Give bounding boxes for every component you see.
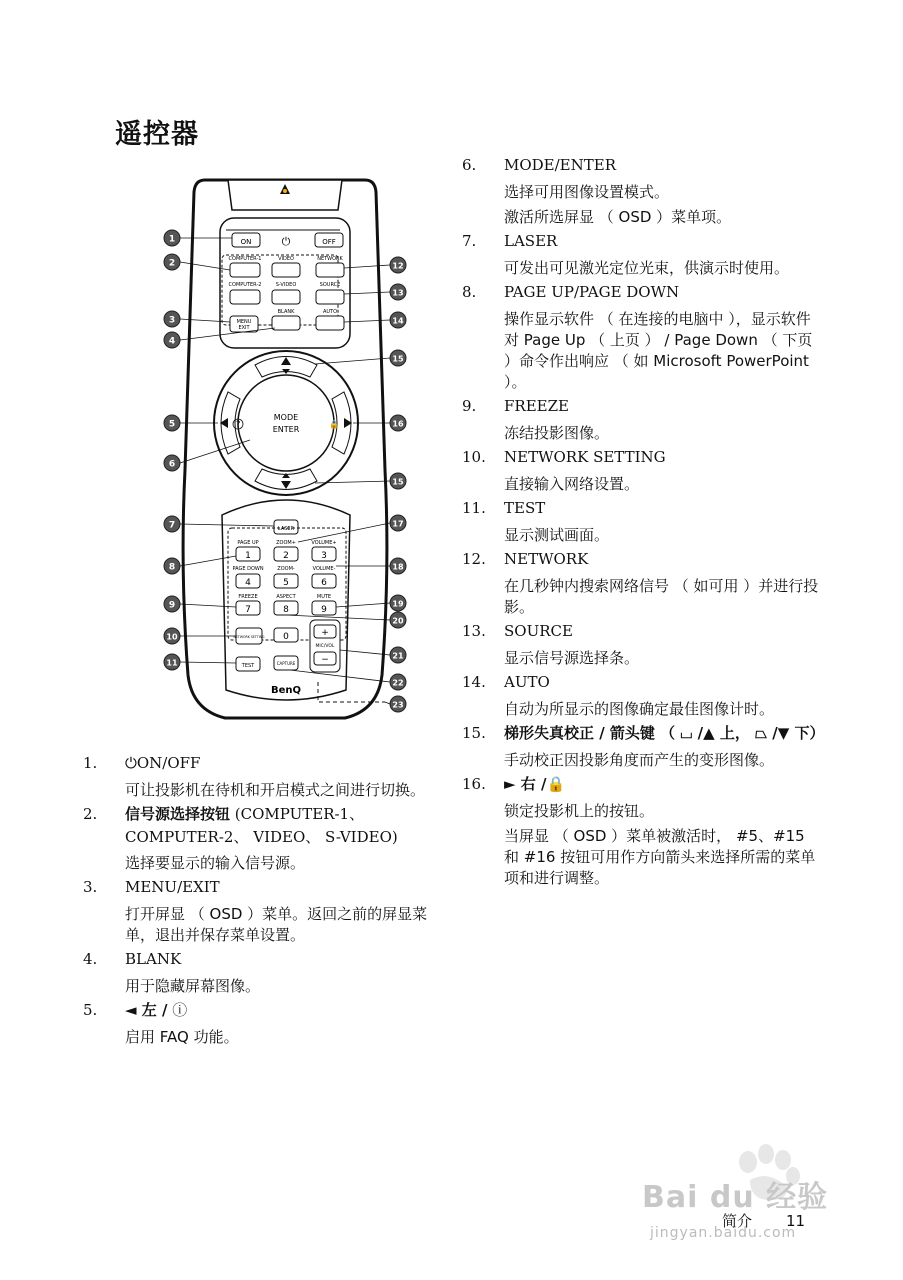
right-column: [462, 154, 825, 891]
btn-off-label: OFF: [322, 238, 336, 246]
list-item: [462, 281, 822, 393]
list-item: [462, 620, 822, 669]
btn-volplus-label: VOLUME+: [311, 540, 337, 546]
callout-18: 18: [392, 562, 404, 572]
list-item: [462, 154, 822, 228]
key-plus: +: [321, 628, 329, 638]
btn-on-label: ON: [240, 238, 252, 246]
item-description: 启用 FAQ 功能。: [125, 1028, 239, 1046]
callout-23: 23: [392, 700, 404, 710]
btn-mute-label: MUTE: [316, 594, 332, 600]
remote-control-illustration: [150, 170, 420, 730]
key-9: 9: [321, 605, 327, 615]
item-number: 6.: [462, 156, 477, 174]
help-icon: ⓘ: [167, 1001, 188, 1019]
btn-zoomminus-label: ZOOM-: [277, 566, 295, 572]
item-description: 手动校正因投影角度而产生的变形图像。: [504, 751, 775, 769]
callout-20: 20: [392, 616, 404, 626]
item-number: 3.: [83, 878, 98, 896]
item-number: 8.: [462, 283, 477, 301]
key-1: 1: [245, 551, 251, 561]
btn-svideo-label: S-VIDEO: [275, 282, 297, 288]
callout-16: 16: [392, 419, 404, 429]
callout-5: 5: [168, 419, 176, 430]
item-description: 直接输入网络设置。: [504, 475, 640, 493]
callout-12: 12: [392, 261, 404, 271]
btn-test-label: TEST: [241, 663, 255, 669]
callout-17: 17: [392, 519, 404, 529]
list-item: [462, 497, 822, 546]
item-description: 显示测试画面。: [504, 526, 610, 544]
btn-zoomplus-label: ZOOM+: [276, 540, 296, 546]
item-heading-text: TEST: [504, 499, 546, 517]
item-heading-text: FREEZE: [504, 397, 569, 415]
btn-freeze-label: FREEZE: [238, 594, 258, 600]
item-description: 当屏显 （ OSD ）菜单被激活时， #5、#15 和 #16 按钮可用作方向箭头来选择所需的菜单项和进行调整。: [504, 827, 816, 887]
btn-volminus-label: VOLUME-: [312, 566, 336, 572]
page-footer: [722, 1210, 805, 1231]
btn-auto-label: AUTO: [322, 309, 338, 315]
item-heading: [504, 281, 822, 305]
list-item: [462, 548, 822, 618]
item-heading-text: SOURCE: [504, 622, 573, 640]
item-heading-bold: ◄ 左 /: [125, 1001, 168, 1019]
item-number: 7.: [462, 232, 477, 250]
item-heading-text: PAGE UP/PAGE DOWN: [504, 283, 680, 301]
item-heading: [125, 803, 453, 849]
item-number: 11.: [462, 499, 486, 517]
item-number: 5.: [83, 1001, 98, 1019]
item-heading: [504, 154, 822, 178]
brand-logo: BenQ: [270, 685, 302, 696]
item-heading: [504, 230, 822, 254]
item-number: 15.: [462, 724, 486, 742]
page-number: 11: [786, 1212, 806, 1230]
item-heading-text: ON/OFF: [136, 754, 201, 772]
btn-netsetting-label: NETWORK SETTING: [233, 635, 265, 639]
item-description: 激活所选屏显 （ OSD ）菜单项。: [504, 208, 732, 226]
item-description: 用于隐藏屏幕图像。: [125, 977, 261, 995]
item-heading-text: LASER: [504, 232, 558, 250]
item-description: 自动为所显示的图像确定最佳图像计时。: [504, 700, 775, 718]
callout-10: 10: [166, 632, 178, 642]
left-column: [83, 752, 453, 1050]
item-number: 14.: [462, 673, 486, 691]
power-icon: ⏻: [281, 235, 291, 248]
list-item: [462, 230, 822, 279]
item-heading-text: MENU/EXIT: [125, 878, 220, 896]
item-heading: [125, 948, 453, 972]
item-heading-text: BLANK: [125, 950, 182, 968]
item-heading-bold: 梯形失真校正 / 箭头键 （ ⌴ /▲ 上， ⏢ /▼ 下）: [504, 724, 825, 742]
item-description: 可发出可见激光定位光束，供演示时使用。: [504, 259, 790, 277]
item-number: 10.: [462, 448, 486, 466]
key-3: 3: [321, 551, 327, 561]
watermark-logo: Bai du 经验: [642, 1180, 829, 1215]
item-heading: [125, 752, 453, 776]
btn-network-label: NETWORK: [317, 256, 343, 262]
item-number: 9.: [462, 397, 477, 415]
item-heading: [504, 497, 822, 521]
key-2: 2: [283, 551, 289, 561]
btn-pagedown-label: PAGE DOWN: [232, 566, 264, 572]
callout-4: 4: [168, 336, 176, 347]
list-item: [83, 803, 453, 874]
callout-21: 21: [392, 651, 404, 661]
item-heading: [504, 671, 822, 695]
item-heading: [125, 999, 453, 1023]
list-item: [462, 773, 822, 889]
watermark-url: jingyan.baidu.com: [650, 1225, 797, 1241]
item-number: 1.: [83, 754, 98, 772]
btn-enter-label: ENTER: [272, 425, 300, 434]
item-description: 可让投影机在待机和开启模式之间进行切换。: [125, 781, 426, 799]
power-icon: ⏻: [125, 754, 137, 772]
list-item: [83, 876, 453, 946]
item-heading-text: AUTO: [504, 673, 550, 691]
btn-blank-label: BLANK: [277, 309, 295, 315]
list-item: [83, 999, 453, 1048]
item-description: 选择要显示的输入信号源。: [125, 854, 306, 872]
btn-pageup-label: PAGE UP: [237, 540, 259, 546]
item-description: 冻结投影图像。: [504, 424, 610, 442]
item-description: 打开屏显 （ OSD ）菜单。返回之前的屏显菜单，退出并保存菜单设置。: [125, 905, 428, 944]
item-heading-bold: ► 右 /🔒: [504, 775, 566, 793]
item-description: 在几秒钟内搜索网络信号 （ 如可用 ）并进行投影。: [504, 577, 819, 616]
item-heading-text: (COMPUTER-1、COMPUTER-2、 VIDEO、 S-VIDEO): [125, 805, 398, 846]
btn-source-label: SOURCE: [319, 282, 341, 288]
callout-7: 7: [168, 520, 176, 531]
key-4: 4: [245, 578, 251, 588]
item-description: 显示信号源选择条。: [504, 649, 640, 667]
item-heading-bold: 信号源选择按钮: [125, 805, 231, 823]
key-6: 6: [321, 578, 327, 588]
item-number: 2.: [83, 805, 98, 823]
callout-19: 19: [392, 599, 404, 609]
item-description: 选择可用图像设置模式。: [504, 183, 670, 201]
btn-computer2-label: COMPUTER-2: [228, 282, 262, 288]
list-item: [462, 395, 822, 444]
item-heading: [504, 773, 822, 797]
item-heading: [504, 395, 822, 419]
callout-11: 11: [166, 658, 178, 668]
btn-video-label: VIDEO: [278, 256, 294, 262]
list-item: [83, 948, 453, 997]
key-minus: −: [321, 655, 329, 665]
callout-1: 1: [168, 234, 176, 245]
item-number: 16.: [462, 775, 486, 793]
key-8: 8: [283, 605, 289, 615]
item-heading: [504, 548, 822, 572]
btn-capture-label: CAPTURE: [276, 661, 296, 666]
callout-6: 6: [168, 459, 176, 470]
item-heading-text: NETWORK SETTING: [504, 448, 666, 466]
item-heading-text: MODE/ENTER: [504, 156, 617, 174]
list-item: [462, 671, 822, 720]
item-heading: [504, 722, 825, 746]
item-heading-text: NETWORK: [504, 550, 589, 568]
item-number: 13.: [462, 622, 486, 640]
btn-computer1-label: COMPUTER-1: [228, 256, 262, 262]
btn-aspect-label: ASPECT: [276, 594, 296, 600]
page-title: 遥控器: [115, 119, 199, 150]
item-number: 12.: [462, 550, 486, 568]
item-number: 4.: [83, 950, 98, 968]
item-description: 锁定投影机上的按钮。: [504, 802, 655, 820]
item-heading: [125, 876, 453, 900]
key-0: 0: [283, 632, 289, 642]
callout-3: 3: [168, 315, 176, 326]
lock-icon: 🔒: [329, 420, 339, 429]
btn-laser-label: LASER: [277, 526, 295, 532]
btn-micvol-label: MIC/VOL: [315, 644, 335, 649]
callout-14: 14: [392, 316, 404, 326]
help-icon: ?: [235, 420, 241, 430]
callout-13: 13: [392, 288, 404, 298]
btn-menu-label: MENU: [236, 319, 252, 325]
btn-exit-label: EXIT: [238, 325, 250, 331]
item-description: 操作显示软件 （ 在连接的电脑中 ），显示软件对 Page Up （ 上页 ） / Page Down （ 下页 ）命令作出响应 （ 如 Microsoft PowerPoint ）。: [504, 310, 813, 391]
list-item: [83, 752, 453, 801]
callout-15: 15: [392, 477, 404, 487]
callout-9: 9: [168, 600, 176, 611]
list-item: [462, 446, 822, 495]
key-7: 7: [245, 605, 251, 615]
callout-22: 22: [392, 678, 404, 688]
list-item: [462, 722, 825, 771]
item-heading: [504, 620, 822, 644]
callout-2: 2: [168, 258, 176, 269]
callout-15: 15: [392, 354, 404, 364]
item-heading: [504, 446, 822, 470]
key-5: 5: [283, 578, 289, 588]
footer-section: 简介: [722, 1212, 753, 1230]
btn-mode-label: MODE: [273, 413, 299, 422]
callout-8: 8: [168, 562, 176, 573]
